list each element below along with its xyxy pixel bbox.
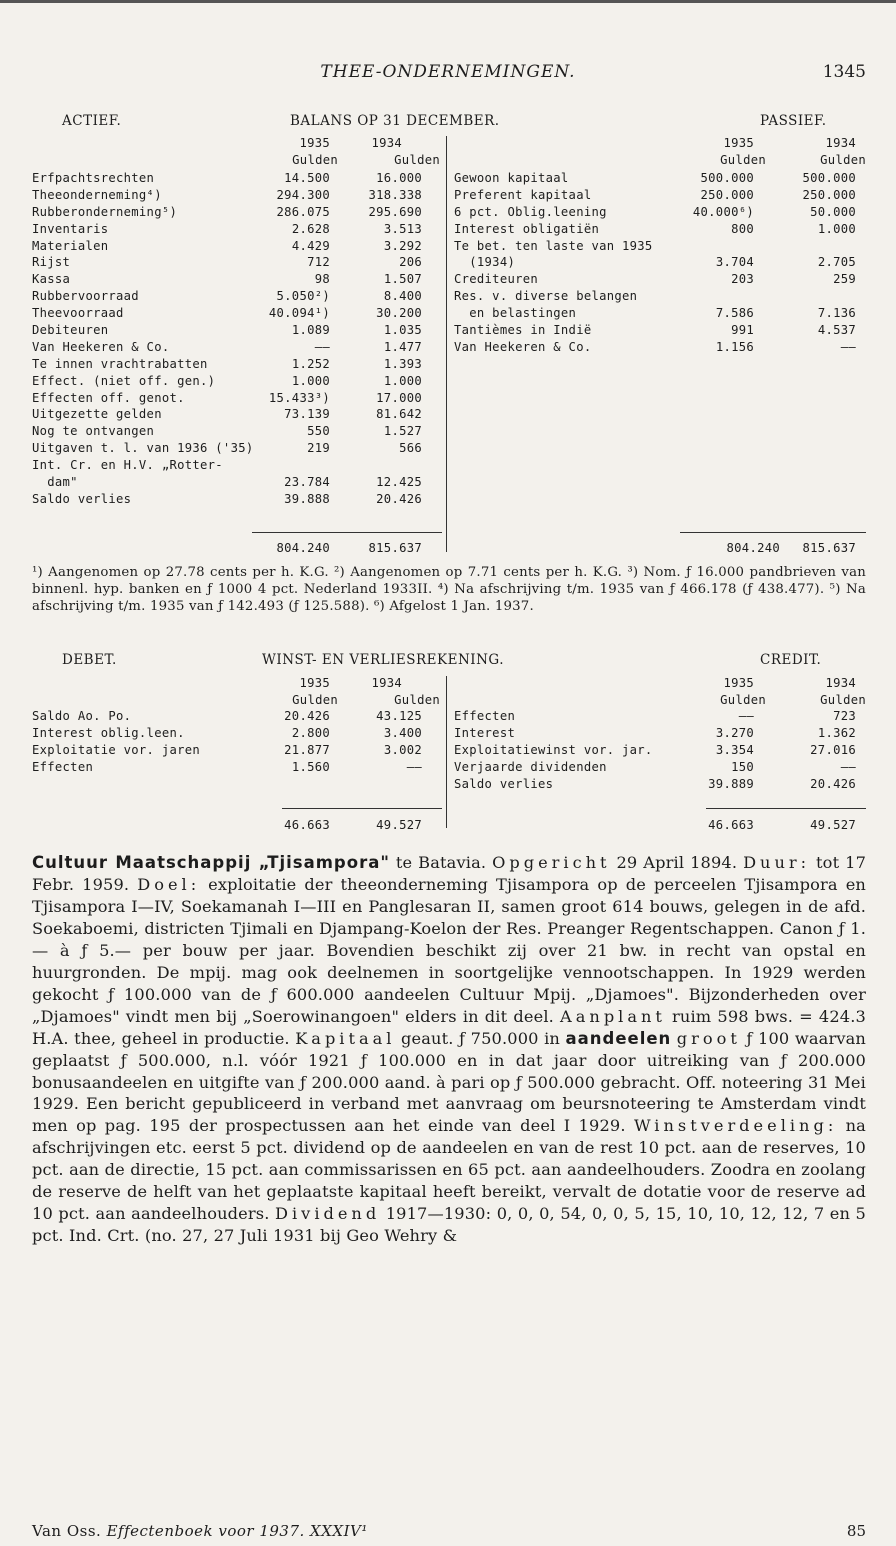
liability-label: en belastingen: [454, 306, 577, 321]
asset-row: [32, 187, 442, 204]
pl-credit-header: [454, 675, 866, 709]
liability-row: [454, 322, 866, 339]
asset-value-1935: ——: [314, 339, 330, 354]
liability-label: (1934): [454, 255, 516, 270]
liability-row: [454, 339, 866, 356]
footer-book-title: Effectenboek voor 1937.: [106, 1522, 305, 1540]
asset-value-1934: 295.690: [368, 204, 422, 219]
asset-value-1934: 1.035: [383, 323, 422, 338]
company-location: te Batavia.: [395, 853, 487, 872]
debit-unit-1935: Gulden: [292, 692, 338, 707]
asset-label: Effecten off. genot.: [32, 390, 185, 405]
asset-row: [32, 322, 442, 339]
credit-unit-1935: Gulden: [720, 692, 766, 707]
liability-label: Te bet. ten laste van 1935: [454, 238, 653, 253]
asset-label: Te innen vrachtrabatten: [32, 356, 208, 371]
liability-value-1935: 203: [731, 272, 754, 287]
asset-value-1934: 566: [399, 441, 422, 456]
liability-label: 6 pct. Oblig.leening: [454, 204, 607, 219]
asset-label: Nog te ontvangen: [32, 424, 155, 439]
credit-value-1935: 39.889: [708, 776, 754, 791]
asset-label: Materialen: [32, 238, 109, 253]
credit-label: Verjaarde dividenden: [454, 759, 607, 774]
liab-year-1935: 1935: [723, 136, 754, 150]
value-dividend: 1917—1930: 0, 0, 0, 54, 0, 0, 5, 15, 10, 10, 12, 12, 7 en 5 pct. Ind. Crt. (no. 27, 27 Juli 1931 bij Geo Wehry &: [32, 1204, 866, 1246]
debit-label: Interest oblig.leen.: [32, 725, 185, 740]
value-duur: tot 17 Febr. 1959.: [32, 853, 867, 894]
liability-value-1935: 1.156: [715, 339, 754, 354]
page-title: THEE-ONDERNEMINGEN.: [320, 62, 576, 82]
liability-label: Res. v. diverse belangen: [454, 289, 638, 304]
label-groot: groot: [676, 1028, 741, 1048]
asset-label: Van Heekeren & Co.: [32, 339, 170, 354]
credit-value-1935: 3.270: [715, 725, 754, 740]
liability-label: Interest obligatiën: [454, 221, 600, 236]
debit-value-1935: 2.800: [291, 725, 330, 740]
value-kapitaal-a: geaut. ƒ 750.000 in: [400, 1028, 561, 1048]
credit-year-1934: 1934: [825, 676, 856, 690]
asset-label: Inventaris: [32, 221, 109, 236]
asset-value-1935: 40.094¹): [268, 306, 330, 321]
footnotes-text: ¹) Aangenomen op 27.78 cents per h. K.G. ²) Aangenomen op 7.71 cents per h. K.G. ³) Nom. ƒ 16.000 pandbrieven van binnenl. hyp. banken en ƒ 1000 4 pct. Nederland 1933II. ⁴) Na afschrijving t/m. 1935 van ƒ 466.178 (ƒ 438.477). ⁵) Na afschrijving t/m. 1935 van ƒ 142.493 (ƒ 125.588). ⁶) Afgelost 1 Jan. 1937.: [32, 565, 866, 614]
liability-value-1935: 800: [731, 221, 754, 236]
debit-year-1935: 1935: [299, 676, 330, 690]
asset-row: [32, 440, 442, 457]
balance-liab-header: [454, 135, 866, 169]
asset-row: [32, 254, 442, 271]
page-header: [0, 62, 896, 88]
credit-value-1934: 723: [833, 709, 856, 723]
liability-value-1934: 7.136: [817, 306, 856, 321]
asset-unit-1935: Gulden: [292, 152, 338, 167]
credit-value-1935: 3.354: [715, 742, 754, 757]
asset-value-1935: 712: [307, 255, 330, 270]
liability-value-1935: 500.000: [700, 171, 754, 185]
credit-total-rule: [706, 808, 866, 809]
asset-value-1934: 17.000: [376, 390, 422, 405]
credit-unit-1934: Gulden: [820, 692, 866, 707]
pl-credit: [454, 708, 866, 792]
liability-row: [454, 221, 866, 238]
asset-value-1935: 2.628: [291, 221, 330, 236]
liability-row: [454, 271, 866, 288]
asset-value-1935: 73.139: [284, 407, 330, 422]
label-aanplant: Aanplant: [560, 1006, 666, 1026]
asset-value-1935: 98: [314, 272, 330, 287]
company-description: [32, 852, 866, 1247]
balance-liabilities: [454, 170, 866, 356]
balance-right-label: PASSIEF.: [760, 113, 827, 129]
assets-total-rule: [252, 532, 442, 533]
liability-label: Van Heekeren & Co.: [454, 339, 592, 354]
debit-label: Saldo Ao. Po.: [32, 709, 132, 723]
label-winstverdeeling: Winstverdeeling:: [633, 1116, 838, 1136]
debit-row: [32, 742, 442, 759]
debit-year-1934: 1934: [371, 676, 402, 690]
asset-value-1935: 1.089: [291, 323, 330, 338]
asset-value-1934: 81.642: [376, 407, 422, 422]
credit-label: Interest: [454, 725, 516, 740]
debit-total-1935: 46.663: [284, 818, 330, 832]
debit-row: [32, 759, 442, 776]
debit-unit-1934: Gulden: [394, 692, 440, 707]
company-name: Cultuur Maatschappij „Tjisampora": [32, 853, 390, 872]
top-border: [0, 0, 896, 3]
asset-row: [32, 221, 442, 238]
asset-value-1934: 1.000: [383, 373, 422, 388]
debit-totals: [32, 817, 442, 834]
pl-divider: [446, 676, 447, 828]
liability-value-1934: 250.000: [802, 187, 856, 202]
value-winstverdeeling: na afschrijvingen etc. eerst 5 pct. dividend op de aandeelen en van de rest 10 pct. aan de reserves, 10 pct. aan de directie, 15 pct. aan commissarissen en 65 pct. aan aandeelhouders. Zoodra en zoolang de reserve de helft van het geplaatste kapitaal heeft bereikt, vervalt de dotatie voor de reserve ad 10 pct. aan aandeelhouders.: [32, 1116, 866, 1224]
footer-citation: [32, 1522, 368, 1540]
liab-total-1934: 815.637: [802, 541, 856, 555]
asset-value-1935: 14.500: [284, 171, 330, 185]
credit-label: Saldo verlies: [454, 776, 554, 791]
asset-value-1934: 318.338: [368, 187, 422, 202]
balance-divider: [446, 136, 447, 552]
debit-value-1934: ——: [406, 759, 422, 774]
liability-value-1934: 259: [833, 272, 856, 287]
assets-total-1935: 804.240: [276, 541, 330, 555]
pl-left-label: DEBET.: [62, 652, 117, 668]
asset-value-1934: 20.426: [376, 491, 422, 506]
asset-row: [32, 238, 442, 255]
asset-row: [32, 491, 442, 508]
liability-row: [454, 305, 866, 322]
liability-value-1935: 3.704: [715, 255, 754, 270]
asset-value-1935: 550: [307, 424, 330, 439]
asset-label: Saldo verlies: [32, 491, 132, 506]
asset-row: [32, 288, 442, 305]
asset-label: Theeonderneming⁴): [32, 187, 162, 202]
asset-value-1934: 3.513: [383, 221, 422, 236]
credit-value-1935: ——: [738, 709, 754, 723]
assets-totals: [32, 540, 442, 557]
liability-row: [454, 238, 866, 255]
value-opgericht: 29 April 1894.: [616, 853, 738, 872]
liability-value-1934: 50.000: [810, 204, 856, 219]
asset-label: Effect. (niet off. gen.): [32, 373, 216, 388]
liability-row: [454, 170, 866, 187]
liability-row: [454, 288, 866, 305]
liability-row: [454, 254, 866, 271]
value-kapitaal-b: ƒ 100 waarvan geplaatst ƒ 500.000, n.l. vóór 1921 ƒ 100.000 en in dat jaar door uitreiking van ƒ 200.000 bonusaandeelen en uitgifte van ƒ 200.000 aand. à pari op ƒ 500.000 gebracht. Off. noteering 31 Mei 1929. Een bericht gepubliceerd in verband met aanvraag om beursnoteering te Amsterdam vindt men op pag. 195 der prospectussen aan het einde van deel I 1929.: [32, 1028, 867, 1136]
asset-value-1934: 16.000: [376, 171, 422, 185]
liability-value-1934: 2.705: [817, 255, 856, 270]
asset-value-1934: 12.425: [376, 475, 422, 490]
page-footer: [32, 1522, 866, 1544]
asset-value-1935: 1.000: [291, 373, 330, 388]
liability-row: [454, 187, 866, 204]
asset-row: [32, 373, 442, 390]
asset-value-1935: 286.075: [276, 204, 330, 219]
asset-label: dam": [32, 475, 78, 490]
credit-row: [454, 725, 866, 742]
debit-value-1935: 21.877: [284, 742, 330, 757]
debit-value-1935: 1.560: [291, 759, 330, 774]
credit-row: [454, 759, 866, 776]
asset-label: Theevoorraad: [32, 306, 124, 321]
liab-unit-1934: Gulden: [820, 152, 866, 167]
credit-value-1934: 20.426: [810, 776, 856, 791]
asset-value-1934: 1.527: [383, 424, 422, 439]
liab-year-1934: 1934: [825, 136, 856, 150]
asset-row: [32, 423, 442, 440]
label-kapitaal: Kapitaal: [295, 1028, 396, 1048]
asset-label: Debiteuren: [32, 323, 109, 338]
label-opgericht: Opgericht: [492, 853, 611, 872]
asset-value-1934: 1.507: [383, 272, 422, 287]
label-aandeelen: aandeelen: [565, 1028, 672, 1048]
label-doel: Doel:: [137, 874, 201, 894]
liability-value-1935: 991: [731, 323, 754, 338]
debit-label: Exploitatie vor. jaren: [32, 742, 201, 757]
pl-title: WINST- EN VERLIESREKENING.: [262, 652, 505, 668]
debit-value-1934: 43.125: [376, 709, 422, 723]
asset-value-1934: 1.393: [383, 356, 422, 371]
pl-debit-header: [32, 675, 442, 709]
liability-value-1934: 4.537: [817, 323, 856, 338]
asset-value-1935: 5.050²): [276, 289, 330, 304]
credit-value-1934: ——: [840, 759, 856, 774]
asset-label: Erfpachtsrechten: [32, 171, 155, 185]
debit-label: Effecten: [32, 759, 94, 774]
liability-label: Tantièmes in Indië: [454, 323, 592, 338]
footer-publisher: Van Oss.: [32, 1522, 102, 1540]
value-doel: exploitatie der theeonderneming Tjisampora op de perceelen Tjisampora en Tjisampora I—IV, Soekamanah I—III en Panglesaran II, samen groot 614 bouws, gelegen in de afd. Soekaboemi, districten Tjimali en Djampang-Koelon der Res. Preanger Regentschappen. Canon ƒ 1.— à ƒ 5.— per bouw per jaar. Bovendien beschikt zij over 21 bw. in recht van opstal en huurgronden. De mpij. mag ook deelnemen in soortgelijke vennootschappen. In 1929 werden gekocht ƒ 100.000 van de ƒ 600.000 aandeelen Cultuur Mpij. „Djamoes". Bijzonderheden over „Djamoes" vindt men bij „Soerowinangoen" elders in dit deel.: [32, 874, 867, 1026]
credit-total-1934: 49.527: [810, 818, 856, 832]
asset-row: [32, 271, 442, 288]
asset-value-1934: 206: [399, 255, 422, 270]
liab-unit-1935: Gulden: [720, 152, 766, 167]
credit-label: Exploitatiewinst vor. jar.: [454, 742, 653, 757]
liab-totals: [454, 540, 866, 557]
pl-debit: [32, 708, 442, 776]
liability-value-1934: 500.000: [802, 171, 856, 185]
asset-row: [32, 339, 442, 356]
debit-total-1934: 49.527: [376, 818, 422, 832]
asset-label: Int. Cr. en H.V. „Rotter-: [32, 458, 223, 473]
asset-unit-1934: Gulden: [394, 152, 440, 167]
asset-value-1934: 8.400: [383, 289, 422, 304]
asset-row: [32, 457, 442, 474]
value-aanplant: ruim 598 bws. = 424.3 H.A. thee, geheel in productie.: [32, 1006, 867, 1048]
asset-year-1934: 1934: [371, 136, 402, 150]
asset-value-1934: 30.200: [376, 306, 422, 321]
label-duur: Duur:: [743, 853, 811, 872]
credit-value-1934: 1.362: [817, 725, 856, 740]
balance-title: BALANS OP 31 DECEMBER.: [290, 113, 500, 129]
credit-row: [454, 708, 866, 725]
credit-year-1935: 1935: [723, 676, 754, 690]
credit-row: [454, 742, 866, 759]
asset-value-1935: 39.888: [284, 491, 330, 506]
liab-total-rule: [680, 532, 866, 533]
asset-row: [32, 305, 442, 322]
liability-value-1935: 7.586: [715, 306, 754, 321]
page-number: 1345: [822, 62, 866, 82]
label-dividend: Dividend: [275, 1204, 381, 1224]
asset-label: Rubbervoorraad: [32, 289, 139, 304]
liab-total-1935: 804.240: [726, 541, 780, 555]
debit-value-1935: 20.426: [284, 709, 330, 723]
credit-value-1934: 27.016: [810, 742, 856, 757]
asset-row: [32, 474, 442, 491]
credit-value-1935: 150: [731, 759, 754, 774]
balance-assets-header: [32, 135, 442, 169]
asset-value-1935: 1.252: [291, 356, 330, 371]
liability-value-1934: 1.000: [817, 221, 856, 236]
asset-row: [32, 390, 442, 407]
liability-label: Preferent kapitaal: [454, 187, 592, 202]
liability-value-1935: 40.000⁶): [692, 204, 754, 219]
asset-year-1935: 1935: [299, 136, 330, 150]
asset-value-1934: 3.292: [383, 238, 422, 253]
credit-row: [454, 776, 866, 793]
footer-volume: XXXIV¹: [310, 1522, 368, 1540]
debit-value-1934: 3.400: [383, 725, 422, 740]
asset-label: Uitgezette gelden: [32, 407, 162, 422]
credit-totals: [454, 817, 866, 834]
asset-value-1935: 219: [307, 441, 330, 456]
liability-value-1935: 250.000: [700, 187, 754, 202]
balance-left-label: ACTIEF.: [62, 113, 122, 129]
asset-label: Uitgaven t. l. van 1936 ('35): [32, 441, 254, 456]
debit-row: [32, 708, 442, 725]
balance-assets: [32, 170, 442, 508]
asset-row: [32, 356, 442, 373]
liability-value-1934: ——: [840, 339, 856, 354]
footer-sheet-number: 85: [846, 1522, 866, 1540]
liability-label: Crediteuren: [454, 272, 539, 287]
asset-row: [32, 170, 442, 187]
asset-row: [32, 406, 442, 423]
debit-row: [32, 725, 442, 742]
credit-label: Effecten: [454, 709, 516, 723]
asset-row: [32, 204, 442, 221]
debit-total-rule: [282, 808, 442, 809]
asset-value-1935: 4.429: [291, 238, 330, 253]
asset-value-1935: 23.784: [284, 475, 330, 490]
liability-label: Gewoon kapitaal: [454, 171, 569, 185]
liability-row: [454, 204, 866, 221]
asset-value-1934: 1.477: [383, 339, 422, 354]
asset-label: Rijst: [32, 255, 71, 270]
footnotes: [32, 565, 866, 615]
asset-label: Kassa: [32, 272, 71, 287]
asset-value-1935: 294.300: [276, 187, 330, 202]
pl-right-label: CREDIT.: [760, 652, 822, 668]
debit-value-1934: 3.002: [383, 742, 422, 757]
asset-label: Rubberonderneming⁵): [32, 204, 178, 219]
credit-total-1935: 46.663: [708, 818, 754, 832]
assets-total-1934: 815.637: [368, 541, 422, 555]
asset-value-1935: 15.433³): [268, 390, 330, 405]
